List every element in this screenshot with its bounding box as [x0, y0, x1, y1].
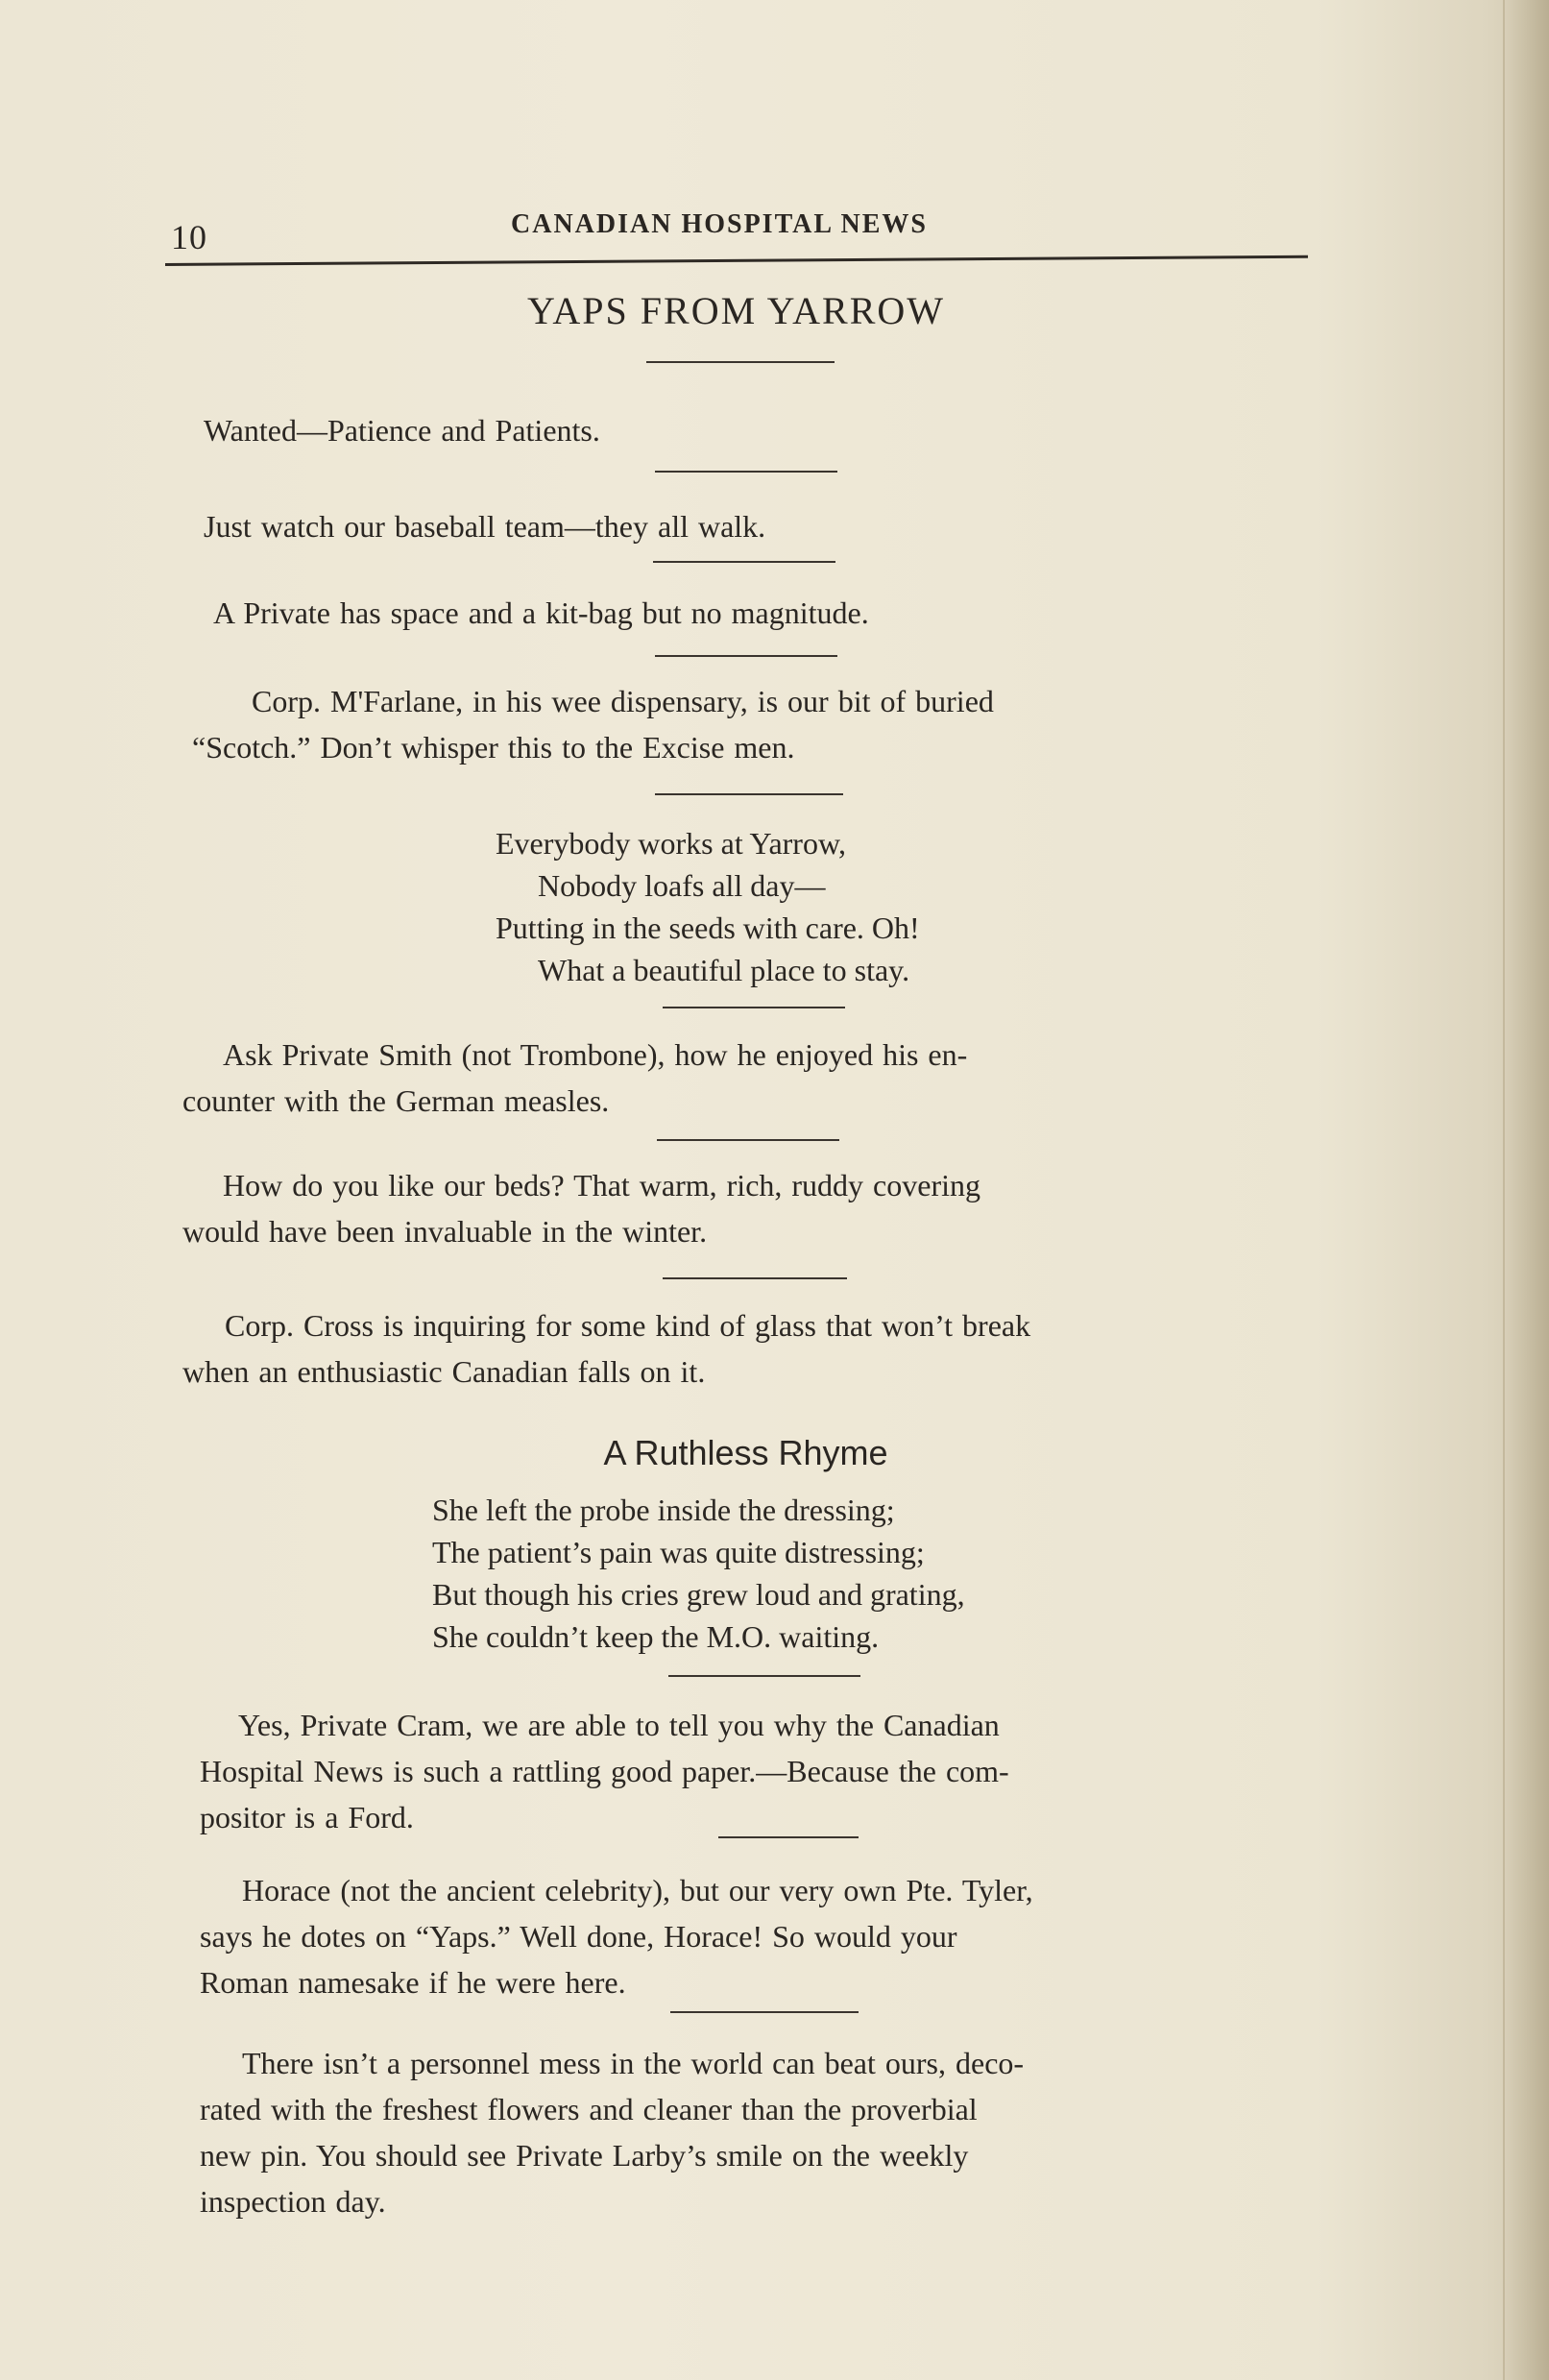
- divider: [663, 1277, 847, 1279]
- divider: [657, 1139, 839, 1141]
- divider: [655, 471, 837, 473]
- page-header: [165, 206, 1308, 263]
- article-title: YAPS FROM YARROW: [526, 289, 946, 332]
- item-4: Corp. M'Farlane, in his wee dispensary, is our bit of buried “Scotch.” Don’t whisper this to the Excise men.: [192, 684, 994, 765]
- divider: [670, 2011, 859, 2013]
- item-3: A Private has space and a kit-bag but no magnitude.: [213, 595, 869, 630]
- item-6: Ask Private Smith (not Trombone), how he enjoyed his en- counter with the German measles.: [182, 1037, 968, 1118]
- header-rule: [165, 255, 1308, 266]
- item-5-verse: Everybody works at Yarrow, Nobody loafs all day— Putting in the seeds with care. Oh! What a beautiful place to stay.: [496, 826, 920, 987]
- item-7: How do you like our beds? That warm, rich, ruddy covering would have been invaluable in the winter.: [182, 1168, 980, 1249]
- rhyme-verse: She left the probe inside the dressing; The patient’s pain was quite distressing; But though his cries grew loud and grating, She couldn’t keep the M.O. waiting.: [432, 1493, 965, 1654]
- divider: [653, 561, 835, 563]
- rhyme-heading: A Ruthless Rhyme: [603, 1433, 888, 1472]
- item-11: There isn’t a personnel mess in the world can beat ours, deco- rated with the freshest flowers and cleaner than the proverbial new pin. You should see Private Larby’s smile on the weekly inspection day.: [200, 2046, 1025, 2219]
- divider: [668, 1675, 860, 1677]
- item-2: Just watch our baseball team—they all walk.: [204, 509, 766, 544]
- divider: [646, 361, 835, 363]
- divider: [655, 655, 837, 657]
- page-edge: [1503, 0, 1549, 2380]
- item-10: Horace (not the ancient celebrity), but our very own Pte. Tyler, says he dotes on “Yaps.” Well done, Horace! So would your Roman namesake if he were here.: [200, 1873, 1033, 2000]
- divider: [718, 1836, 859, 1838]
- page-number: 10: [171, 218, 207, 256]
- item-8: Corp. Cross is inquiring for some kind of glass that won’t break when an enthusiastic Canadian falls on it.: [182, 1308, 1031, 1389]
- item-9: Yes, Private Cram, we are able to tell you why the Canadian Hospital News is such a rattling good paper.—Because the com- positor is a Ford.: [200, 1708, 1009, 1834]
- divider: [663, 1007, 845, 1008]
- divider: [655, 793, 843, 795]
- running-title: CANADIAN HOSPITAL NEWS: [511, 209, 928, 239]
- item-1: Wanted—Patience and Patients.: [204, 413, 600, 448]
